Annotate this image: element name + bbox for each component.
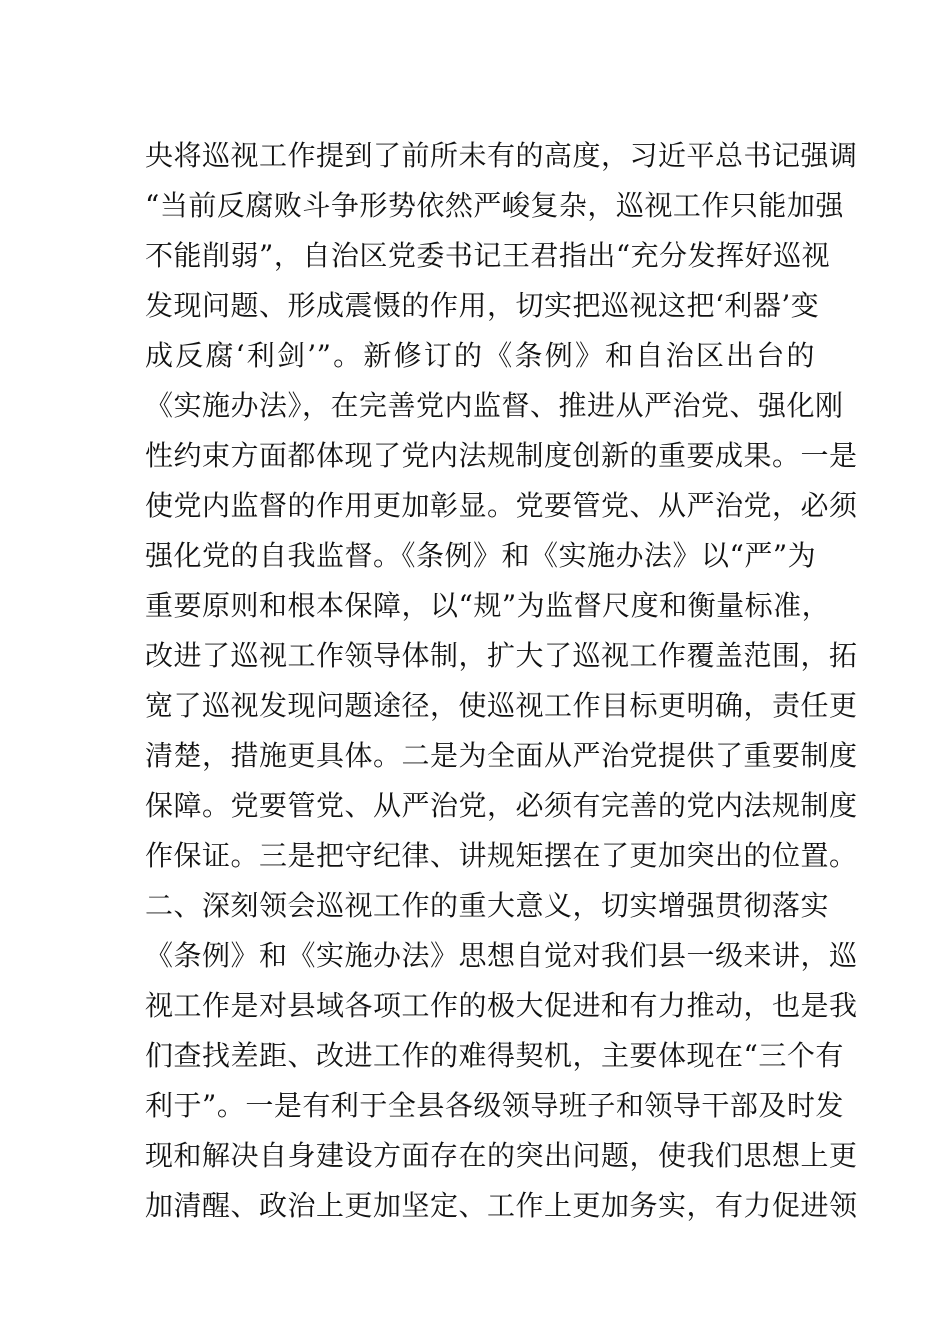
text-line: 作保证。三是把守纪律、讲规矩摆在了更加突出的位置。 bbox=[145, 839, 858, 872]
text-line: 性约束方面都体现了党内法规制度创新的重要成果。一是 bbox=[145, 439, 858, 472]
text-line: 们查找差距、改进工作的难得契机，主要体现在“三个有 bbox=[145, 1039, 844, 1072]
text-line: 《条例》和《实施办法》思想自觉对我们县一级来讲，巡 bbox=[145, 939, 858, 972]
text-line: 保障。党要管党、从严治党，必须有完善的党内法规制度 bbox=[145, 789, 858, 822]
text-line: 清楚，措施更具体。二是为全面从严治党提供了重要制度 bbox=[145, 739, 858, 772]
text-line: 《实施办法》，在完善党内监督、推进从严治党、强化刚 bbox=[145, 389, 844, 422]
text-line: 强化党的自我监督。《条例》和《实施办法》以“严”为 bbox=[145, 539, 817, 572]
text-line: 利于”。一是有利于全县各级领导班子和领导干部及时发 bbox=[145, 1089, 844, 1122]
text-line: 重要原则和根本保障，以“规”为监督尺度和衡量标准， bbox=[145, 589, 831, 622]
text-line: 使党内监督的作用更加彰显。党要管党、从严治党，必须 bbox=[145, 489, 858, 522]
body-text bbox=[145, 131, 858, 1231]
text-line: “当前反腐败斗争形势依然严峻复杂，巡视工作只能加强 bbox=[145, 189, 844, 222]
text-line: 成反腐‘利剑’”。新修订的《条例》和自治区出台的 bbox=[145, 339, 815, 372]
text-line: 加清醒、政治上更加坚定、工作上更加务实，有力促进领 bbox=[145, 1189, 858, 1222]
text-line: 发现问题、形成震慑的作用，切实把巡视这把‘利器’变 bbox=[145, 289, 820, 322]
text-line: 央将巡视工作提到了前所未有的高度，习近平总书记强调 bbox=[145, 139, 858, 172]
text-line: 改进了巡视工作领导体制，扩大了巡视工作覆盖范围，拓 bbox=[145, 639, 858, 672]
text-line: 不能削弱”，自治区党委书记王君指出“充分发挥好巡视 bbox=[145, 239, 831, 272]
text-line: 视工作是对县域各项工作的极大促进和有力推动，也是我 bbox=[145, 989, 858, 1022]
text-line: 二、深刻领会巡视工作的重大意义，切实增强贯彻落实 bbox=[145, 889, 830, 922]
text-line: 现和解决自身建设方面存在的突出问题，使我们思想上更 bbox=[145, 1139, 858, 1172]
text-line: 宽了巡视发现问题途径，使巡视工作目标更明确，责任更 bbox=[145, 689, 858, 722]
